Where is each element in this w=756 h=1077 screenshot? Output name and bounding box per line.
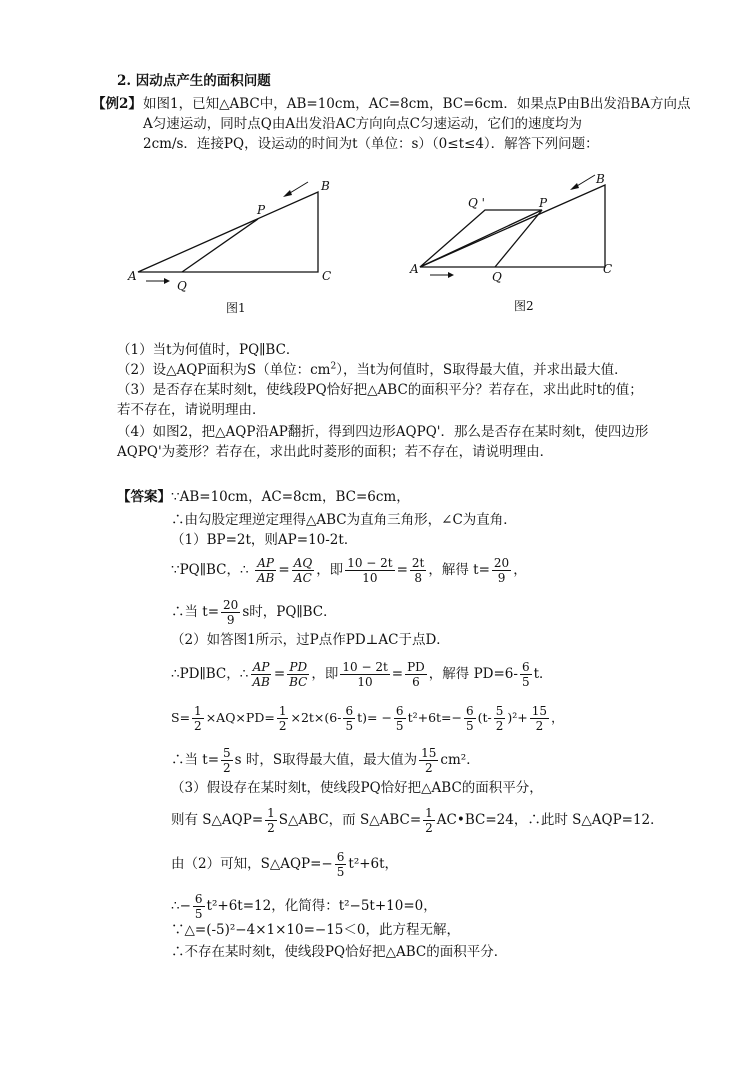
answer-line-8: S= $\frac{1}{2}$ ×AQ×PD= $\frac{1}{2}$ ×2t×(6- $\frac{6}{5}$ t)= − $\frac{6}{5}$ t²+6t=− $\frac{6}{5}$ (t- $\frac{5}{2}$ )²+ $\frac{15}{2}$ ， (171, 704, 564, 733)
fraction: $\frac{6}{5}$ (336, 850, 345, 879)
fraction: $\frac{5}{2}$ (495, 704, 504, 733)
question-3-line-1: （3）是否存在某时刻t，使线段PQ恰好把△ABC的面积平分？若存在，求出此时t的值； (117, 382, 643, 398)
arrowhead-p (283, 190, 292, 197)
fraction: $\frac{PD}{BC}$ (289, 660, 308, 689)
fraction: $\frac{6}{5}$ (395, 704, 404, 733)
fraction: $\frac{6}{5}$ (345, 704, 354, 733)
figure-2-caption: 图2 (514, 299, 534, 313)
question-4-line-1: （4）如图2，把△AQP沿AP翻折，得到四边形AQPQ'．那么是否存在某时刻t，使四边形 (117, 424, 649, 440)
label-b-2: B (596, 172, 605, 186)
answer-line-3: （1）BP=2t，则AP=10-2t． (171, 532, 358, 548)
label-q: Q (177, 279, 187, 293)
fraction: $\frac{20}{9}$ (223, 598, 239, 627)
answer-tag: 【答案】 (117, 489, 171, 505)
fraction: $\frac{1}{2}$ (425, 806, 433, 835)
arrowhead-q-2 (448, 272, 454, 278)
answer-line-9: ∴当 t= $\frac{5}{2}$ s 时，S取得最大值，最大值为 $\frac{15}{2}$ cm²． (171, 746, 480, 775)
answer-line-13: ∴− $\frac{6}{5}$ t²+6t=12，化简得：t²−5t+10=0， (171, 892, 437, 921)
segment-pq (182, 219, 258, 272)
fraction: $\frac{15}{2}$ (531, 704, 548, 733)
fraction: $\frac{5}{2}$ (223, 746, 231, 775)
problem-line-1: 如图1，已知△ABC中，AB=10cm，AC=8cm，BC=6cm．如果点P由B出发沿BA方向点 (143, 96, 691, 112)
fraction: $\frac{AP}{AB}$ (252, 660, 270, 689)
fraction: $\frac{PD}{6}$ (407, 660, 425, 689)
question-4-line-2: AQPQ'为菱形？若存在，求出此时菱形的面积；若不存在，请说明理由． (117, 444, 554, 460)
label-c-2: C (603, 262, 613, 276)
answer-line-5: ∴当 t= $\frac{20}{9}$ s时，PQ∥BC． (171, 598, 337, 627)
figure-1-caption: 图1 (226, 301, 246, 315)
arrowhead-p-2 (570, 183, 579, 190)
question-2 (117, 360, 628, 380)
question-3-line-2: 若不存在，请说明理由． (117, 402, 266, 418)
label-a-2: A (410, 262, 419, 276)
question-2-part-a: （2）设△AQP面积为S（单位：cm (117, 362, 331, 378)
label-q-2: Q (492, 270, 502, 284)
label-p: P (257, 203, 266, 217)
label-q-prime: Q ' (468, 196, 485, 210)
fraction: $\frac{15}{2}$ (421, 746, 437, 775)
answer-line-6: （2）如答图1所示，过P点作PD⊥AC于点D． (171, 632, 450, 648)
segment-pq-2 (495, 210, 542, 267)
figure-2-diagram (400, 165, 630, 315)
fraction: $\frac{6}{5}$ (521, 660, 530, 689)
label-p-2: P (539, 196, 548, 210)
question-2-sup: 2 (330, 361, 337, 372)
fraction: $\frac{10 - 2t}{10}$ (347, 556, 393, 585)
label-c: C (322, 269, 332, 283)
answer-line-7: ∴PD∥BC，∴ $\frac{AP}{AB}$ = $\frac{PD}{BC}$ ，即 $\frac{10 - 2t}{10}$ = $\frac{PD}{6}$ ，解得 PD=6- $\frac{6}{5}$ t． (171, 660, 553, 689)
answer-line-2: ∴由勾股定理逆定理得△ABC为直角三角形，∠C为直角． (171, 512, 517, 528)
triangle-abc (138, 192, 318, 272)
label-a: A (128, 269, 137, 283)
fraction: $\frac{1}{2}$ (278, 704, 287, 733)
answer-line-10: （3）假设存在某时刻t，使线段PQ恰好把△ABC的面积平分， (171, 780, 543, 796)
answer-line-14: ∵△=(-5)²−4×1×10=−15＜0，此方程无解， (171, 922, 460, 938)
label-b: B (321, 179, 330, 193)
arrowhead-q (164, 278, 170, 284)
fraction: $\frac{20}{9}$ (493, 556, 510, 585)
fraction: $\frac{10 - 2t}{10}$ (342, 660, 388, 689)
problem-line-2: A匀速运动，同时点Q由A出发沿AC方向向点C匀速运动，它们的速度均为 (143, 116, 582, 132)
section-title: 2. 因动点产生的面积问题 (117, 73, 271, 89)
answer-line-4: ∵PQ∥BC，∴ $\frac{AP}{AB}$ = $\frac{AQ}{AC}$ ，即 $\frac{10 - 2t}{10}$ = $\frac{2t}{8}$ ，解得 t= $\frac{20}{9}$ ， (171, 556, 527, 585)
fraction: $\frac{1}{2}$ (267, 806, 275, 835)
figure-1-diagram (120, 172, 350, 322)
fraction: $\frac{2t}{8}$ (411, 556, 425, 585)
answer-line-1: ∵AB=10cm，AC=8cm，BC=6cm， (171, 489, 410, 505)
fraction: $\frac{AP}{AB}$ (256, 556, 275, 585)
example-tag: 【例2】 (92, 96, 142, 112)
fraction: $\frac{6}{5}$ (194, 892, 203, 921)
answer-line-15: ∴不存在某时刻t，使线段PQ恰好把△ABC的面积平分． (171, 944, 508, 960)
fraction: $\frac{AQ}{AC}$ (293, 556, 313, 585)
answer-line-11: 则有 S△AQP= $\frac{1}{2}$ S△ABC，而 S△ABC= $\frac{1}{2}$ AC•BC=24，∴此时 S△AQP=12． (171, 806, 664, 835)
question-1: （1）当t为何值时，PQ∥BC． (117, 342, 300, 358)
fraction: $\frac{6}{5}$ (466, 704, 474, 733)
reflected-triangle (420, 210, 542, 267)
question-2-part-b: ），当t为何值时，S取得最大值，并求出最大值． (336, 362, 628, 378)
fraction: $\frac{1}{2}$ (194, 704, 202, 733)
problem-line-3: 2cm/s．连接PQ，设运动的时间为t（单位：s）（0≤t≤4）．解答下列问题： (143, 136, 599, 152)
answer-line-12: 由（2）可知，S△AQP=− $\frac{6}{5}$ t²+6t， (171, 850, 399, 879)
